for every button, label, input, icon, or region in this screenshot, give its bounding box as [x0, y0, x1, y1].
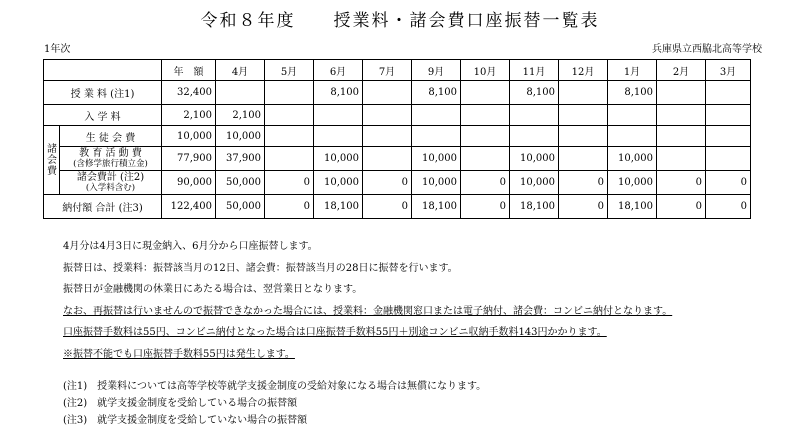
table-cell	[559, 105, 608, 126]
table-cell	[559, 81, 608, 105]
table-cell: 0	[461, 171, 510, 195]
table-cell: 0	[559, 195, 608, 219]
row-label	[60, 171, 162, 195]
table-cell: 10,000	[608, 147, 657, 171]
footnotes	[63, 380, 486, 431]
footnote-line: (注1) 授業料については高等学校等就学支援金制度の受給対象になる場合は無償になります。	[63, 381, 487, 392]
table-cell	[657, 147, 706, 171]
group-char: 諸	[47, 143, 57, 155]
footnote-line: (注2) 就学支援金制度を受給している場合の振替額	[63, 398, 298, 409]
header-cell: 9月	[412, 60, 461, 81]
row-label-main: 諸会費計 (注2)	[76, 172, 145, 183]
table-cell	[510, 105, 559, 126]
table-cell: 10,000	[412, 171, 461, 195]
table-cell	[510, 126, 559, 147]
table-cell	[559, 126, 608, 147]
table-cell	[363, 147, 412, 171]
table-cell: 18,100	[510, 195, 559, 219]
header-cell: 5月	[265, 60, 314, 81]
header-blank	[44, 60, 162, 81]
table-cell: 10,000	[314, 147, 363, 171]
fee-table	[43, 59, 751, 219]
table-row-education	[44, 147, 751, 171]
table-cell: 8,100	[510, 81, 559, 105]
header-cell: 年 額	[162, 60, 216, 81]
table-cell: 10,000	[314, 171, 363, 195]
table-cell	[363, 81, 412, 105]
table-cell	[657, 105, 706, 126]
note-line-underlined: 口座振替手数料は55円、コンビニ納付となった場合は口座振替手数料55円＋別途コンビニ収納手数料143円かかります。	[63, 327, 607, 338]
note-line: 4月分は4月3日に現金納入、6月分から口座振替します。	[63, 241, 318, 252]
note-line: 振替日は、授業料：振替該当月の12日、諸会費：振替該当月の28日に振替を行います。	[63, 262, 458, 274]
table-cell	[461, 147, 510, 171]
table-cell: 10,000	[510, 171, 559, 195]
table-cell: 10,000	[412, 147, 461, 171]
table-cell: 10,000	[510, 147, 559, 171]
row-label-sub: (含修学旅行積立金)	[73, 159, 148, 169]
row-label-main: 教 育 活 動 費	[79, 148, 142, 159]
table-cell: 2,100	[162, 105, 216, 126]
header-cell: 7月	[363, 60, 412, 81]
grade-label: 1年次	[44, 44, 71, 55]
row-label: 生 徒 会 費	[60, 126, 162, 147]
table-cell: 10,000	[608, 171, 657, 195]
table-cell: 0	[657, 195, 706, 219]
table-cell	[608, 105, 657, 126]
note-line: 振替日が金融機関の休業日にあたる場合は、翌営業日となります。	[63, 284, 363, 295]
header-cell: 4月	[216, 60, 265, 81]
table-cell: 32,400	[162, 81, 216, 105]
header-cell: 2月	[657, 60, 706, 81]
table-cell	[314, 126, 363, 147]
header-cell: 6月	[314, 60, 363, 81]
row-label: 入 学 料	[44, 105, 162, 126]
table-cell: 2,100	[216, 105, 265, 126]
table-cell	[706, 147, 751, 171]
table-cell: 8,100	[412, 81, 461, 105]
table-cell	[559, 147, 608, 171]
table-cell	[412, 105, 461, 126]
table-cell: 0	[657, 171, 706, 195]
table-cell	[265, 147, 314, 171]
table-cell: 0	[265, 171, 314, 195]
page-title: 令和８年度 授業料・諸会費口座振替一覧表	[200, 11, 600, 31]
table-cell	[412, 126, 461, 147]
table-row-tuition	[44, 81, 751, 105]
row-label	[60, 147, 162, 171]
table-cell	[706, 126, 751, 147]
note-line-underlined: ※振替不能でも口座振替手数料55円は発生します。	[63, 348, 295, 360]
header-cell: 1月	[608, 60, 657, 81]
table-cell	[706, 81, 751, 105]
table-row-fees-total	[44, 171, 751, 195]
header-cell: 11月	[510, 60, 559, 81]
table-cell: 10,000	[162, 126, 216, 147]
row-label: 納付額 合計 (注3)	[44, 195, 162, 219]
table-cell: 122,400	[162, 195, 216, 219]
table-cell	[706, 105, 751, 126]
table-cell	[265, 105, 314, 126]
row-label: 授 業 料 (注1)	[44, 81, 162, 105]
group-char: 費	[47, 165, 57, 177]
table-cell	[363, 105, 412, 126]
table-cell: 0	[363, 195, 412, 219]
table-cell: 0	[265, 195, 314, 219]
table-cell	[461, 126, 510, 147]
school-name: 兵庫県立西脇北高等学校	[652, 44, 762, 55]
note-line-underlined: なお、再振替は行いませんので振替できなかった場合には、授業料：金融機関窓口または電子納付、諸会費：コンビニ納付となります。	[63, 305, 673, 317]
header-cell: 3月	[706, 60, 751, 81]
table-cell: 8,100	[608, 81, 657, 105]
table-cell	[216, 81, 265, 105]
table-cell: 0	[706, 171, 751, 195]
group-char: 会	[47, 154, 57, 166]
header-cell: 10月	[461, 60, 510, 81]
table-cell: 50,000	[216, 171, 265, 195]
notes	[63, 240, 672, 369]
table-cell: 90,000	[162, 171, 216, 195]
table-cell	[657, 126, 706, 147]
table-cell: 50,000	[216, 195, 265, 219]
table-cell: 0	[559, 171, 608, 195]
row-label-sub: (入学料含む)	[85, 183, 136, 193]
table-cell: 0	[706, 195, 751, 219]
table-cell	[314, 105, 363, 126]
header-cell: 12月	[559, 60, 608, 81]
table-cell: 0	[363, 171, 412, 195]
table-cell: 0	[461, 195, 510, 219]
table-cell	[363, 126, 412, 147]
table-cell: 37,900	[216, 147, 265, 171]
table-cell	[265, 126, 314, 147]
header-row	[44, 60, 751, 81]
table-cell	[657, 81, 706, 105]
table-cell	[265, 81, 314, 105]
footnote-line: (注3) 就学支援金制度を受給していない場合の振替額	[63, 415, 308, 426]
table-cell: 18,100	[314, 195, 363, 219]
table-cell	[608, 126, 657, 147]
table-cell: 18,100	[412, 195, 461, 219]
table-cell: 77,900	[162, 147, 216, 171]
table-row-grand-total	[44, 195, 751, 219]
table-row-student-council	[44, 126, 751, 147]
table-row-admission	[44, 105, 751, 126]
table-cell	[461, 81, 510, 105]
group-label-shokaihi	[44, 126, 60, 195]
table-cell: 18,100	[608, 195, 657, 219]
table-cell: 8,100	[314, 81, 363, 105]
table-cell: 10,000	[216, 126, 265, 147]
table-cell	[461, 105, 510, 126]
